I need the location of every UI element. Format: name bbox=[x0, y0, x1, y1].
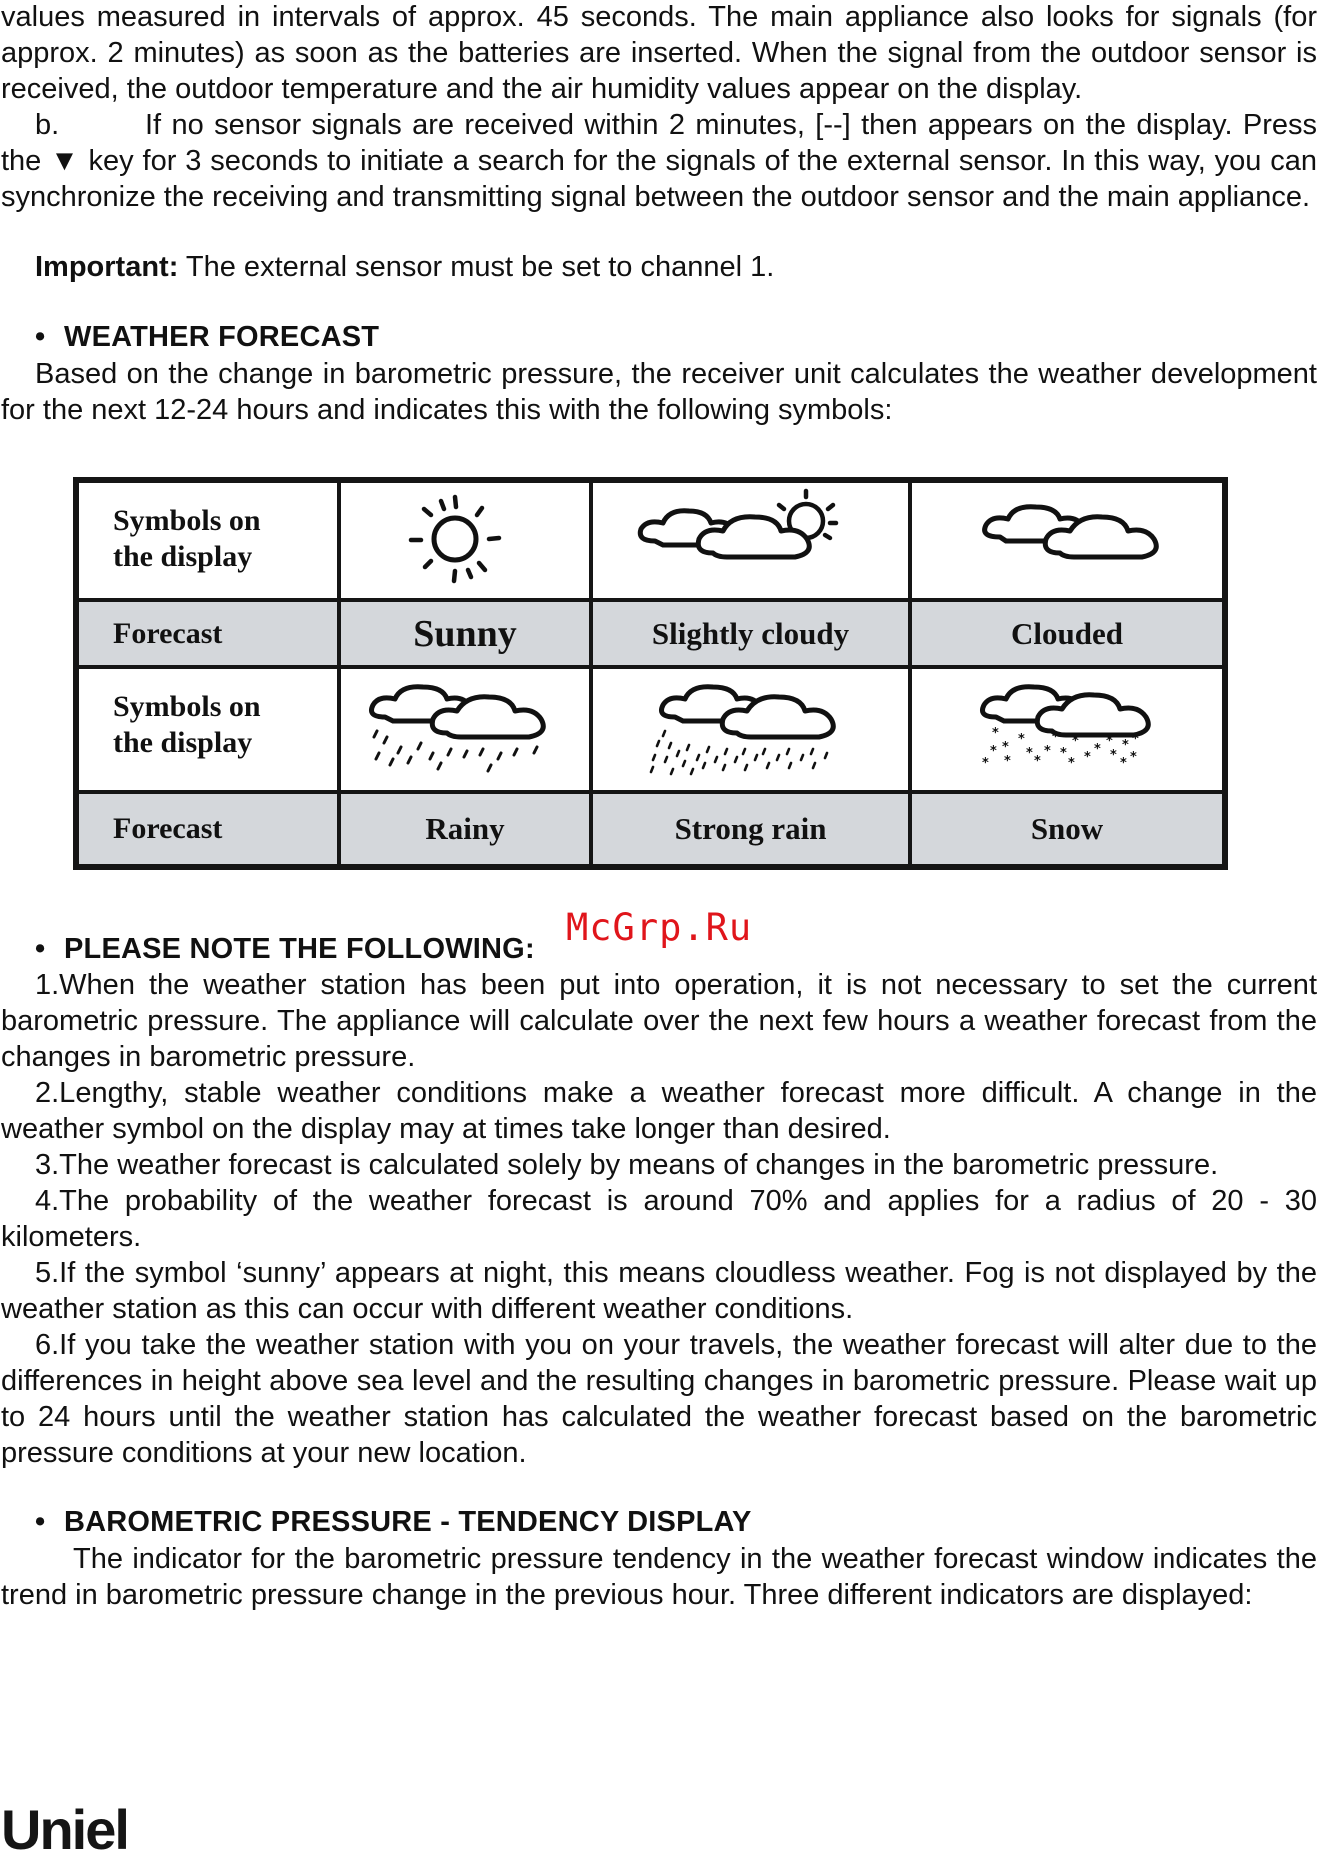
barometric-heading bbox=[35, 1504, 752, 1540]
forecast-name-rainy: Rainy bbox=[341, 794, 589, 864]
svg-text:*: * bbox=[1130, 750, 1137, 765]
svg-text:*: * bbox=[1060, 746, 1067, 761]
important-note bbox=[1, 249, 1317, 285]
strong-rain-icon bbox=[593, 669, 908, 790]
important-text: The external sensor must be set to channel 1. bbox=[178, 251, 775, 283]
forecast-label-cell bbox=[79, 794, 337, 864]
heading-text: WEATHER FORECAST bbox=[64, 321, 380, 353]
svg-text:*: * bbox=[990, 744, 997, 759]
svg-text:*: * bbox=[1044, 744, 1051, 759]
sun-icon bbox=[341, 483, 589, 598]
forecast-label: Forecast bbox=[113, 812, 223, 845]
svg-text:*: * bbox=[1052, 730, 1059, 745]
rain-icon bbox=[341, 669, 589, 790]
svg-text:*: * bbox=[1122, 738, 1129, 753]
symbols-label-cell bbox=[79, 483, 337, 598]
note-item: 1.When the weather station has been put into operation, it is not necessary to set the current barometric pressure. The appliance will calculate over the next few hours a weather forecast from the changes in barometric pressure. bbox=[1, 969, 1317, 1073]
heading-text: PLEASE NOTE THE FOLLOWING: bbox=[64, 933, 535, 965]
forecast-label-cell bbox=[79, 602, 337, 665]
barometric-text: The indicator for the barometric pressure tendency in the weather forecast window indicates the trend in barometric pressure change in the previous hour. Three different indicators are displayed: bbox=[1, 1543, 1317, 1611]
weather-forecast-text: Based on the change in barometric pressure, the receiver unit calculates the weather development for the next 12-24 hours and indicates this with the following symbols: bbox=[1, 358, 1317, 426]
symbols-label-line2: the display bbox=[113, 726, 253, 759]
forecast-name-clouded: Clouded bbox=[912, 602, 1222, 665]
note-item: 5.If the symbol ‘sunny’ appears at night, this means cloudless weather. Fog is not displayed by the weather station as this can occur with different weather conditions. bbox=[1, 1257, 1317, 1325]
svg-text:*: * bbox=[1110, 748, 1117, 763]
forecast-name-snow: Snow bbox=[912, 794, 1222, 864]
svg-text:*: * bbox=[1072, 734, 1079, 749]
symbols-label-cell bbox=[79, 669, 337, 790]
svg-text:*: * bbox=[1002, 740, 1009, 755]
bullet: • bbox=[35, 933, 46, 965]
snow-icon bbox=[912, 669, 1222, 790]
heading-text: BAROMETRIC PRESSURE - TENDENCY DISPLAY bbox=[64, 1506, 752, 1538]
forecast-name-slightly-cloudy: Slightly cloudy bbox=[593, 602, 908, 665]
important-label: Important: bbox=[35, 251, 179, 283]
svg-text:*: * bbox=[1004, 754, 1011, 769]
cloud-sun-icon bbox=[593, 483, 908, 598]
note-item: 6.If you take the weather station with you on your travels, the weather forecast will alter due to the differences in height above sea level and the resulting changes in barometric pressure. Please wait up to 24 hours until the weather station has calculated the weather forecast based on the barometric pressure conditions at your new location. bbox=[1, 1329, 1317, 1469]
svg-text:*: * bbox=[1034, 754, 1041, 769]
svg-text:*: * bbox=[1068, 756, 1075, 771]
intro-paragraph: values measured in intervals of approx. 45 seconds. The main appliance also looks for signals (for approx. 2 minutes) as soon as the batteries are inserted. When the signal from the outdoor sensor is received, the outdoor temperature and the air humidity values appear on the display. bbox=[1, 1, 1317, 105]
intro-item-b bbox=[1, 107, 1317, 215]
svg-text:*: * bbox=[1120, 756, 1127, 771]
clouds-icon bbox=[912, 483, 1222, 598]
forecast-label: Forecast bbox=[113, 616, 223, 650]
forecast-symbol-table bbox=[73, 477, 1228, 870]
bullet: • bbox=[35, 1506, 46, 1538]
symbols-label-line2: the display bbox=[113, 540, 253, 573]
svg-text:*: * bbox=[992, 726, 999, 741]
svg-text:*: * bbox=[1132, 732, 1139, 747]
symbols-label-line1: Symbols on bbox=[113, 504, 261, 537]
item-b-label: b. bbox=[35, 109, 60, 141]
uniel-logo: Uniel bbox=[1, 1798, 128, 1861]
note-item: 3.The weather forecast is calculated solely by means of changes in the barometric pressure. bbox=[35, 1149, 1219, 1181]
bullet: • bbox=[35, 321, 46, 353]
weather-forecast-heading bbox=[35, 319, 379, 355]
svg-text:*: * bbox=[1084, 750, 1091, 765]
svg-text:*: * bbox=[1026, 746, 1033, 761]
svg-text:*: * bbox=[1094, 742, 1101, 757]
note-heading bbox=[35, 931, 535, 967]
note-item: 4.The probability of the weather forecast is around 70% and applies for a radius of 20 - 30 kilometers. bbox=[1, 1185, 1317, 1253]
note-item: 2.Lengthy, stable weather conditions make a weather forecast more difficult. A change in the weather symbol on the display may at times take longer than desired. bbox=[1, 1077, 1317, 1145]
item-b-text: If no sensor signals are received within 2 minutes, [--] then appears on the display. Press the ▼ key for 3 seconds to initiate a search for the signals of the external sensor. In this way, you can synchronize the receiving and transmitting signal between the outdoor sensor and the main appliance. bbox=[1, 109, 1317, 213]
svg-text:*: * bbox=[1106, 734, 1113, 749]
forecast-name-sunny: Sunny bbox=[341, 602, 589, 665]
forecast-name-strong-rain: Strong rain bbox=[593, 794, 908, 864]
watermark-text: McGrp.Ru bbox=[566, 906, 753, 949]
svg-text:*: * bbox=[1018, 732, 1025, 747]
svg-text:*: * bbox=[982, 756, 989, 771]
symbols-label-line1: Symbols on bbox=[113, 690, 261, 723]
